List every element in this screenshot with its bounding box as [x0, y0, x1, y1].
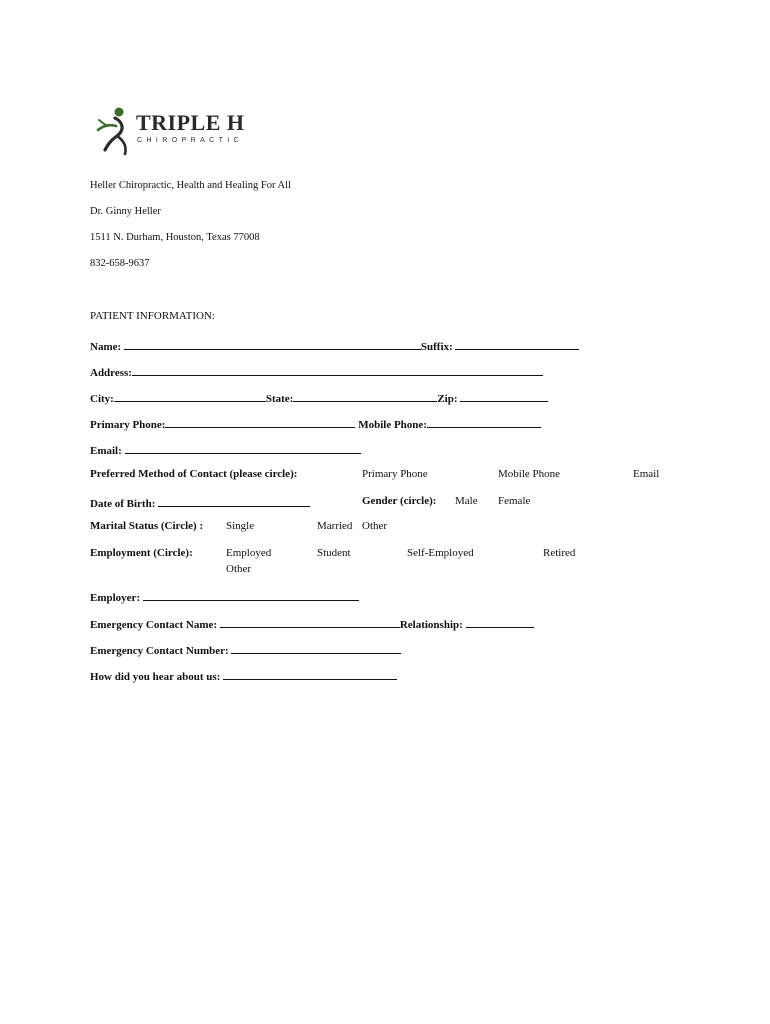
hear-about-label: How did you hear about us: [90, 671, 221, 683]
doctor-name: Dr. Ginny Heller [90, 206, 161, 217]
dob-field[interactable] [158, 495, 310, 507]
employment-option-student[interactable]: Student [317, 547, 351, 559]
employer-field[interactable] [143, 589, 359, 601]
employment-option-other[interactable]: Other [226, 563, 252, 575]
mobile-phone-field[interactable] [427, 416, 541, 428]
address-field[interactable] [132, 364, 543, 376]
contact-option-primary-phone[interactable]: Primary Phone [362, 468, 428, 480]
marital-option-married[interactable]: Married [317, 520, 353, 532]
marital-option-other[interactable]: Other [362, 520, 388, 532]
employer-label: Employer: [90, 592, 141, 604]
hear-about-field[interactable] [223, 668, 397, 680]
state-label: State: [265, 393, 294, 405]
marital-label: Marital Status (Circle) : [90, 520, 204, 532]
name-field[interactable] [124, 338, 421, 350]
employment-label: Employment (Circle): [90, 547, 193, 559]
emergency-name-label: Emergency Contact Name: [90, 619, 218, 631]
logo-wordmark: TRIPLE H [136, 110, 245, 135]
contact-option-email[interactable]: Email [633, 468, 660, 480]
contact-method-label: Preferred Method of Contact (please circle): [90, 468, 298, 480]
gender-option-female[interactable]: Female [498, 495, 531, 507]
gender-option-male[interactable]: Male [455, 495, 478, 507]
relationship-field[interactable] [466, 616, 534, 628]
zip-label: Zip: [437, 393, 458, 405]
emergency-number-field[interactable] [231, 642, 401, 654]
name-label: Name: [90, 341, 122, 353]
employment-option-retired[interactable]: Retired [543, 547, 576, 559]
clinic-name: Heller Chiropractic, Health and Healing For All [90, 180, 291, 191]
dob-label: Date of Birth: [90, 498, 156, 510]
emergency-number-label: Emergency Contact Number: [90, 645, 229, 657]
marital-option-single[interactable]: Single [226, 520, 255, 532]
relationship-label: Relationship: [399, 619, 463, 631]
zip-field[interactable] [460, 390, 548, 402]
logo-runner-icon [95, 104, 135, 156]
suffix-label: Suffix: [420, 341, 453, 353]
logo-subtitle: CHIROPRACTIC [137, 137, 244, 144]
emergency-name-field[interactable] [220, 616, 400, 628]
gender-label: Gender (circle): [362, 495, 437, 507]
clinic-address: 1511 N. Durham, Houston, Texas 77008 [90, 232, 260, 243]
email-label: Email: [90, 445, 122, 457]
section-title: PATIENT INFORMATION: [90, 310, 215, 322]
clinic-phone: 832-658-9637 [90, 258, 150, 269]
mobile-phone-label: Mobile Phone: [358, 419, 427, 431]
city-label: City: [90, 393, 114, 405]
employment-option-self-employed[interactable]: Self-Employed [407, 547, 474, 559]
primary-phone-field[interactable] [165, 416, 355, 428]
employment-option-employed[interactable]: Employed [226, 547, 272, 559]
state-field[interactable] [293, 390, 437, 402]
suffix-field[interactable] [455, 338, 579, 350]
email-field[interactable] [125, 442, 361, 454]
contact-option-mobile-phone[interactable]: Mobile Phone [498, 468, 561, 480]
city-field[interactable] [114, 390, 266, 402]
address-label: Address: [90, 367, 132, 379]
primary-phone-label: Primary Phone: [90, 419, 166, 431]
